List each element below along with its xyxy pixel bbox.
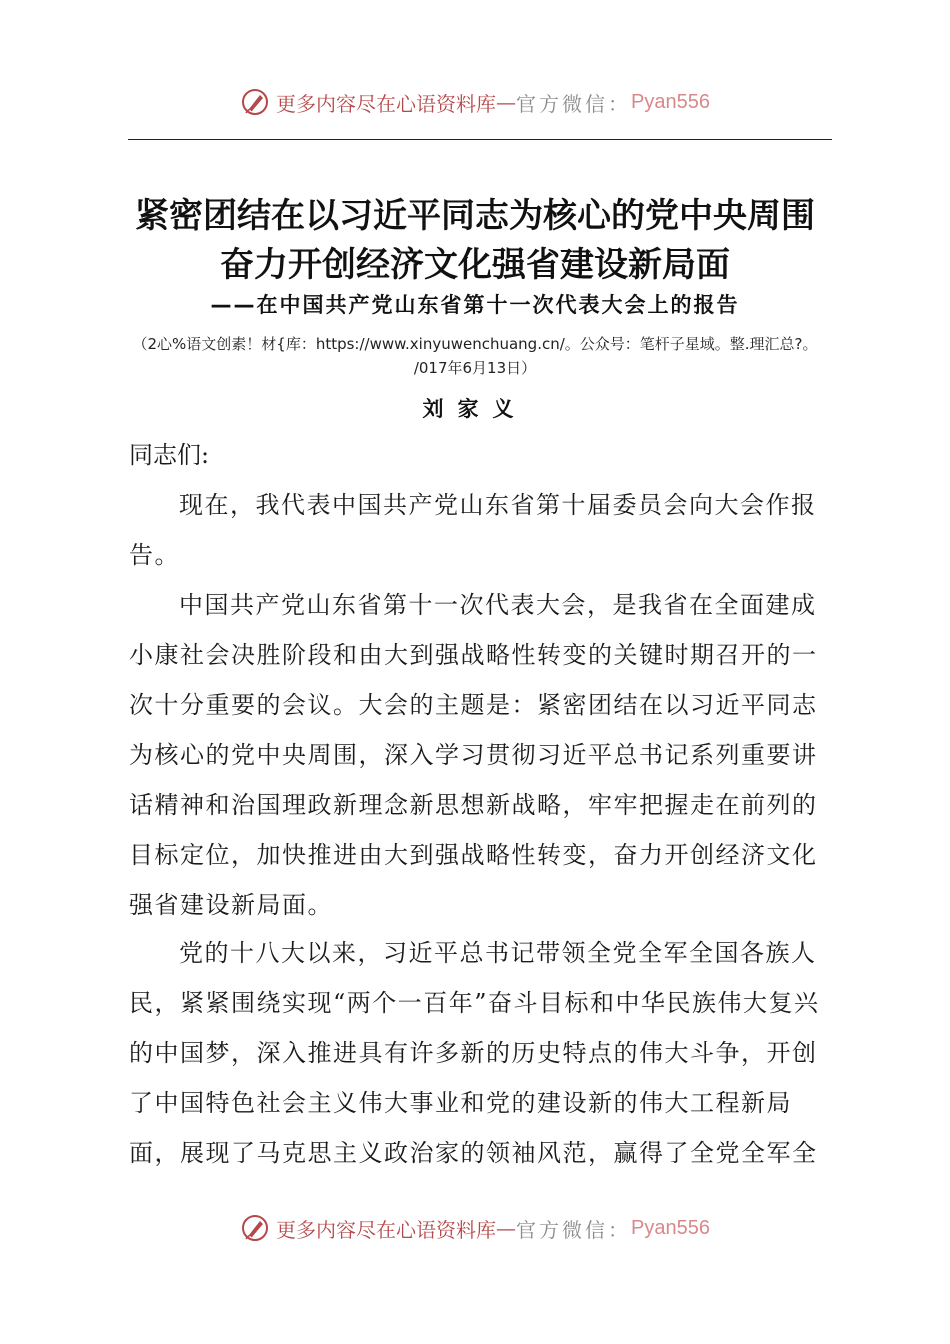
paragraph-3: 党的十八大以来，习近平总书记带领全党全军全国各族人民，紧紧围绕实现“两个一百年”奋斗目标和中华民族伟大复兴的中国梦，深入推进具有许多新的历史特点的伟大斗争，开创了中国特色社会主义伟大事业和党的建设新的伟大工程新局面，展现了马克思主义政治家的领袖风范，赢得了全党全军全 — [129, 939, 820, 1167]
source-note-line-2: /017年6月13日） — [413, 359, 537, 377]
banner-wechat-label: 官方微信： — [516, 91, 632, 116]
paragraph-1: 现在，我代表中国共产党山东省第十届委员会向大会作报告。 — [129, 491, 817, 569]
banner-dash: — — [496, 90, 517, 114]
banner-site-text: 更多内容尽在心语资料库 — [276, 1217, 497, 1242]
banner-wechat-label: 官方微信： — [516, 1217, 632, 1242]
banner-wechat-id: Pyan556 — [631, 90, 710, 113]
pen-nib-logo-icon — [240, 87, 270, 117]
document-subtitle: ——在中国共产党山东省第十一次代表大会上的报告 — [210, 293, 740, 317]
footer-banner — [0, 1208, 950, 1248]
header-divider — [128, 139, 832, 140]
greeting: 同志们: — [129, 441, 210, 469]
author-name: 刘家义 — [422, 397, 528, 421]
banner-dash: — — [496, 1216, 517, 1240]
banner-site-text: 更多内容尽在心语资料库 — [276, 91, 497, 116]
source-note-line-1: （2心%语文创素！材{库：https://www.xinyuwenchuang.cn/。公众号：笔杆子星域。整.理汇总?。 — [132, 335, 818, 353]
document-title-line-2: 奋力开创经济文化强省建设新局面 — [220, 245, 730, 285]
header-banner — [0, 82, 950, 122]
document-title-line-1: 紧密团结在以习近平同志为核心的党中央周围 — [135, 196, 815, 236]
banner-wechat-id: Pyan556 — [631, 1216, 710, 1239]
paragraph-2: 中国共产党山东省第十一次代表大会，是我省在全面建成小康社会决胜阶段和由大到强战略性转变的关键时期召开的一次十分重要的会议。大会的主题是：紧密团结在以习近平同志为核心的党中央周围，深入学习贯彻习近平总书记系列重要讲话精神和治国理政新理念新思想新战略，牢牢把握走在前列的目标定位，加快推进由大到强战略性转变，奋力开创经济文化强省建设新局面。 — [129, 591, 818, 919]
pen-nib-logo-icon — [240, 1213, 270, 1243]
